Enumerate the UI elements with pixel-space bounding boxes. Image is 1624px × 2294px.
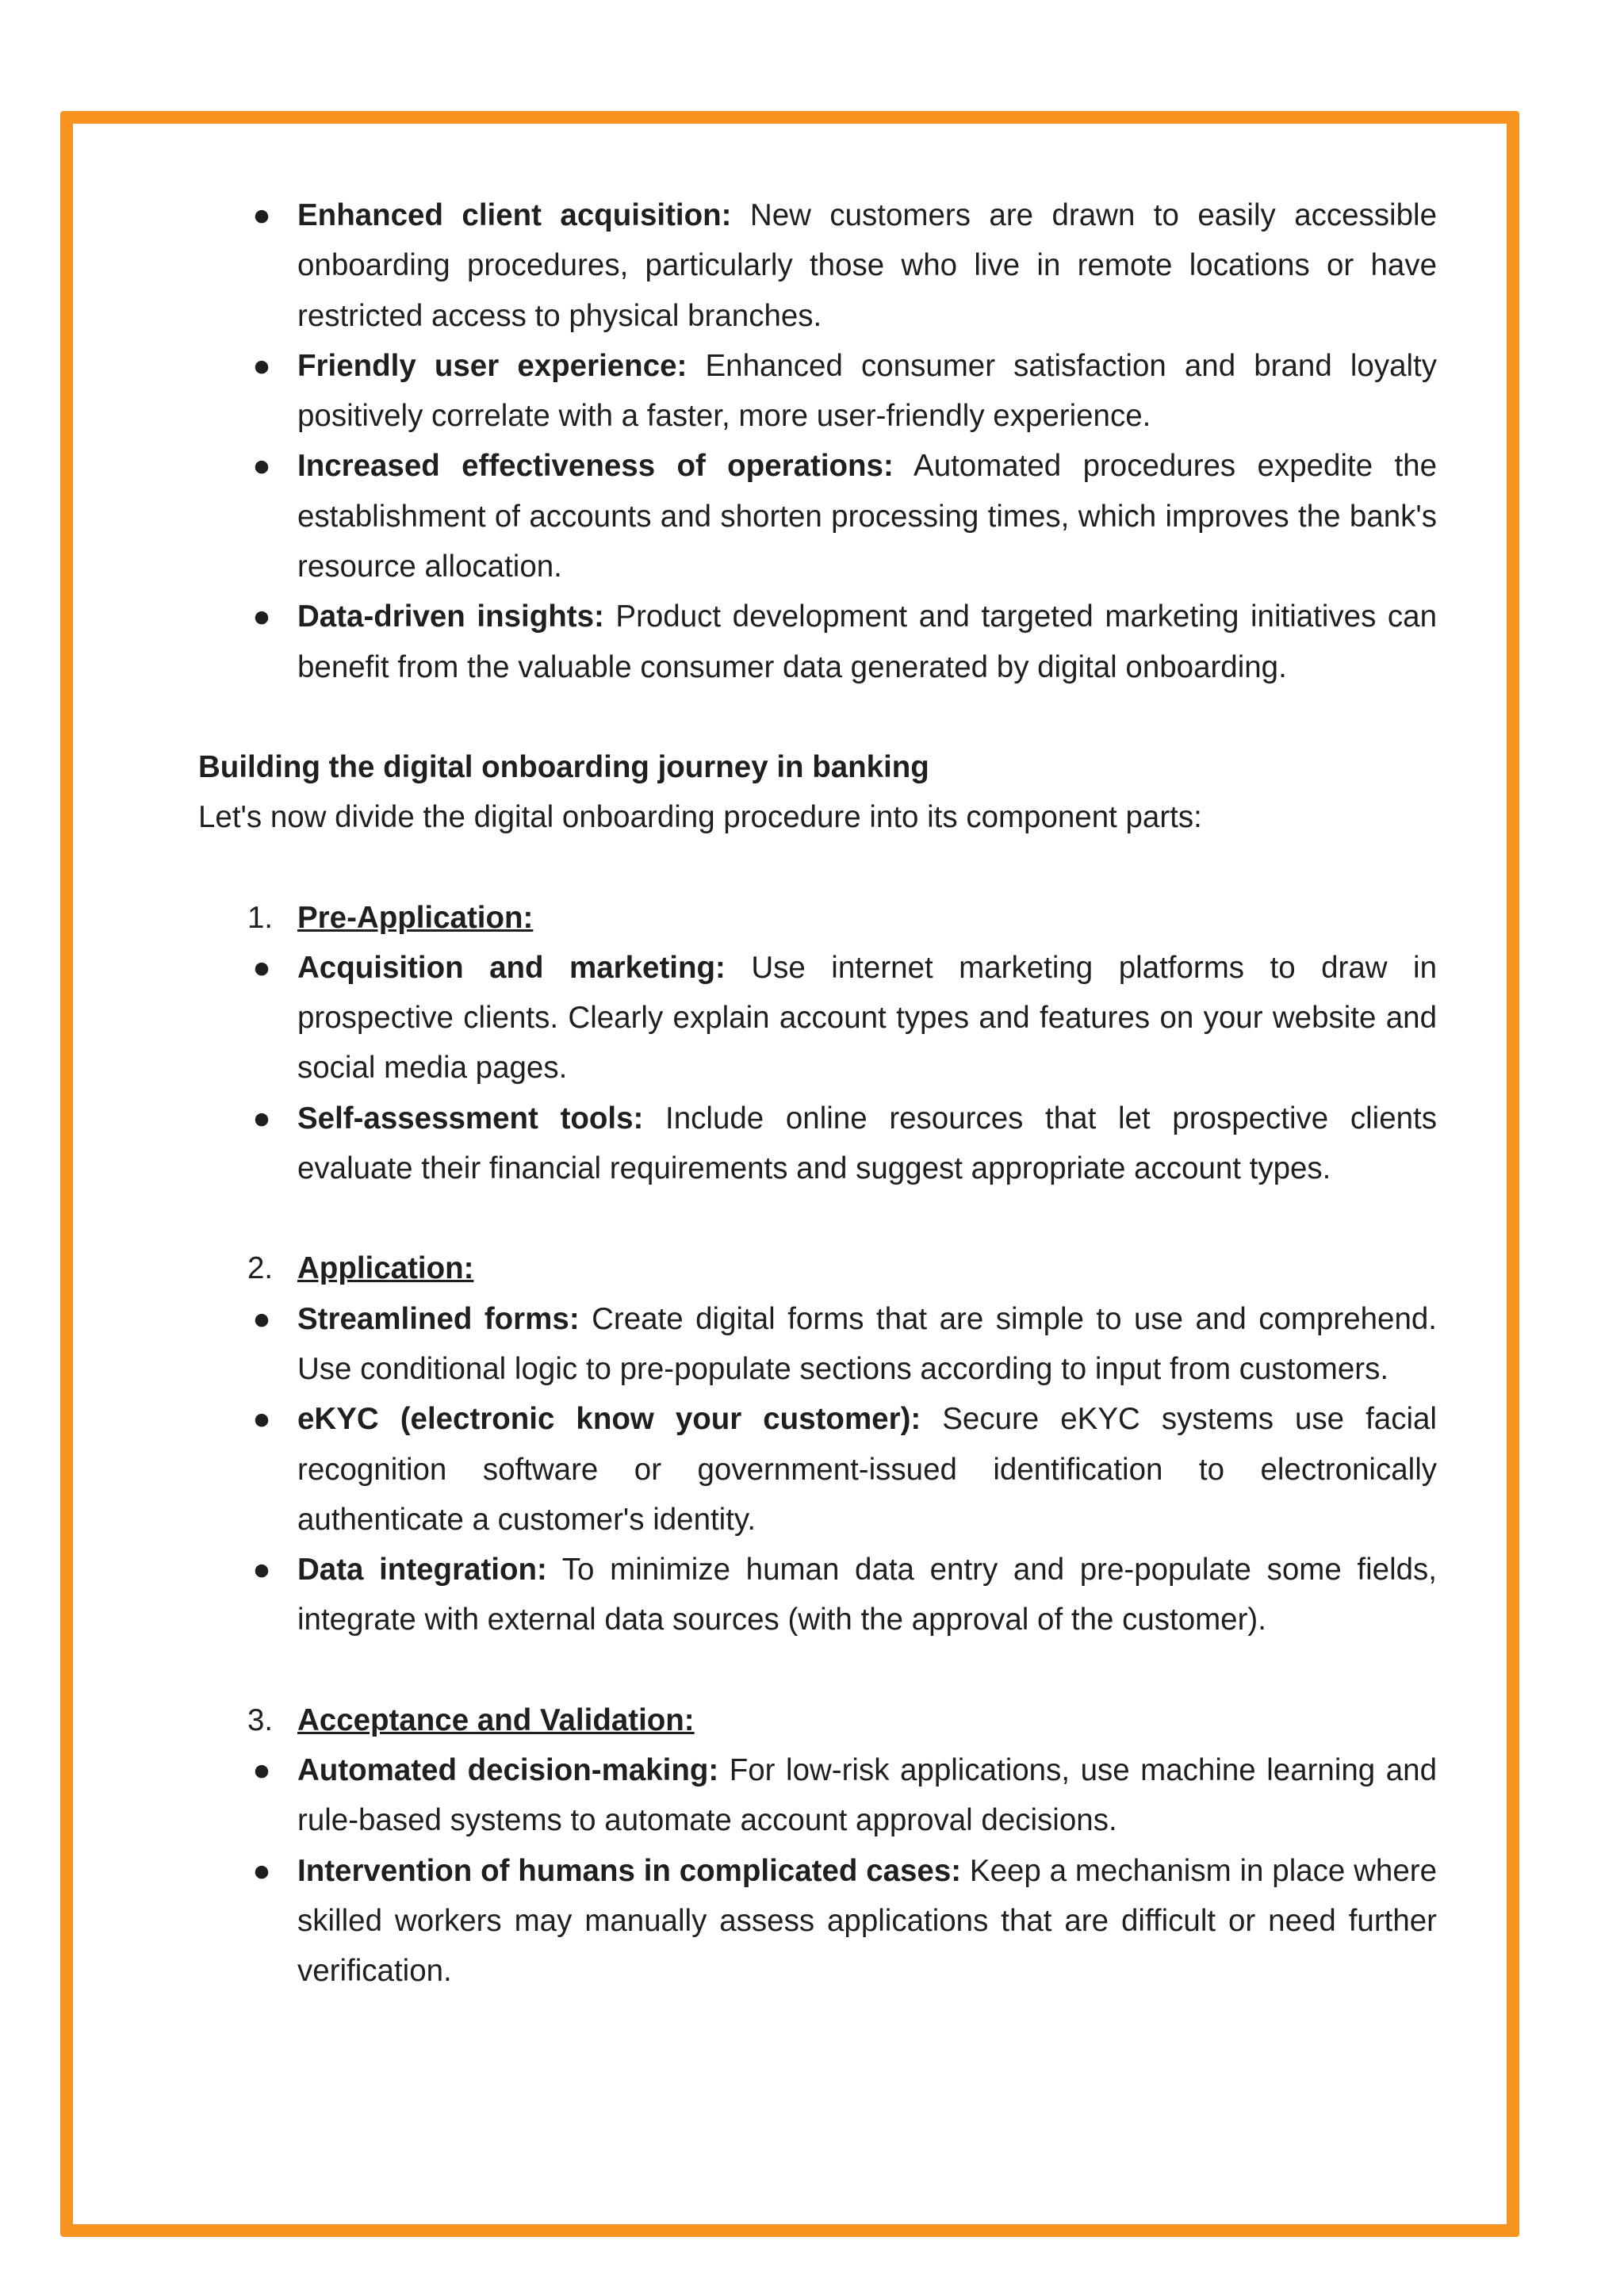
bullet-icon: ● bbox=[252, 599, 271, 634]
bullet-term: Streamlined forms: bbox=[297, 1301, 580, 1336]
list-item bbox=[198, 1394, 1437, 1545]
bullet-icon: ● bbox=[252, 1553, 271, 1587]
list-item bbox=[198, 943, 1437, 1093]
bullet-text: Automated procedures expedite the establishment of accounts and shorten processing times, which improves the bank's resource allocation. bbox=[297, 449, 1437, 584]
list-item bbox=[198, 341, 1437, 442]
bullet-icon: ● bbox=[252, 1101, 271, 1136]
bullet-text: Create digital forms that are simple to use and comprehend. Use conditional logic to pre-populate sections according to input from customers. bbox=[297, 1301, 1437, 1386]
step-application bbox=[198, 1243, 1437, 1645]
bullet-term: Acquisition and marketing: bbox=[297, 950, 726, 985]
bullet-icon: ● bbox=[252, 1753, 271, 1788]
step-pre-application bbox=[198, 893, 1437, 1194]
bullet-term: eKYC (electronic know your customer): bbox=[297, 1402, 921, 1437]
bullet-text: To minimize human data entry and pre-populate some fields, integrate with external data sources (with the approval of the customer). bbox=[297, 1553, 1437, 1637]
step-number: 2. bbox=[247, 1251, 274, 1286]
list-item bbox=[198, 1294, 1437, 1395]
step-header bbox=[198, 893, 1437, 943]
bullet-icon: ● bbox=[252, 1853, 271, 1888]
bullet-icon: ● bbox=[252, 950, 271, 985]
step-number: 1. bbox=[247, 900, 274, 935]
step-title: Pre-Application: bbox=[297, 900, 534, 935]
step-title: Application: bbox=[297, 1251, 474, 1286]
bullet-icon: ● bbox=[252, 449, 271, 484]
document-body bbox=[198, 190, 1437, 1997]
bullet-term: Enhanced client acquisition: bbox=[297, 198, 732, 232]
bullet-icon: ● bbox=[252, 348, 271, 383]
step-header bbox=[198, 1695, 1437, 1745]
bullet-text: For low-risk applications, use machine learning and rule-based systems to automate account approval decisions. bbox=[297, 1753, 1437, 1838]
list-item bbox=[198, 441, 1437, 592]
bullet-text: Enhanced consumer satisfaction and brand loyalty positively correlate with a faster, more user-friendly experience. bbox=[297, 348, 1437, 434]
bullet-icon: ● bbox=[252, 1402, 271, 1437]
bullet-term: Data-driven insights: bbox=[297, 599, 604, 634]
bullet-term: Increased effectiveness of operations: bbox=[297, 449, 894, 484]
bullet-text: New customers are drawn to easily accessible onboarding procedures, particularly those who live in remote locations or have restricted access to physical branches. bbox=[297, 198, 1437, 333]
bullet-term: Self-assessment tools: bbox=[297, 1101, 644, 1136]
bullet-text: Include online resources that let prospective clients evaluate their financial requirements and suggest appropriate account types. bbox=[297, 1101, 1437, 1186]
list-item bbox=[198, 592, 1437, 692]
section-intro: Let's now divide the digital onboarding procedure into its component parts: bbox=[198, 800, 1202, 835]
step-title: Acceptance and Validation: bbox=[297, 1702, 695, 1737]
bullet-term: Data integration: bbox=[297, 1553, 547, 1587]
bullet-term: Intervention of humans in complicated cases: bbox=[297, 1853, 962, 1888]
bullet-text: Use internet marketing platforms to draw in prospective clients. Clearly explain account types and features on your website and social media pages. bbox=[297, 950, 1437, 1086]
bullet-text: Keep a mechanism in place where skilled workers may manually assess applications that are difficult or need further verification. bbox=[297, 1853, 1437, 1989]
list-item bbox=[198, 1545, 1437, 1645]
bullet-text: Secure eKYC systems use facial recognition software or government-issued identification to electronically authenticate a customer's identity. bbox=[297, 1402, 1437, 1537]
intro-bullet-list bbox=[198, 190, 1437, 692]
bullet-icon: ● bbox=[252, 1301, 271, 1336]
bullet-icon: ● bbox=[252, 198, 271, 232]
section-heading: Building the digital onboarding journey in banking bbox=[198, 749, 929, 784]
list-item bbox=[198, 1745, 1437, 1846]
list-item bbox=[198, 1093, 1437, 1194]
step-header bbox=[198, 1243, 1437, 1293]
bullet-term: Automated decision-making: bbox=[297, 1753, 719, 1788]
bullet-term: Friendly user experience: bbox=[297, 348, 688, 383]
step-number: 3. bbox=[247, 1702, 274, 1737]
list-item bbox=[198, 1846, 1437, 1997]
bullet-text: Product development and targeted marketing initiatives can benefit from the valuable consumer data generated by digital onboarding. bbox=[297, 599, 1437, 684]
step-acceptance-validation bbox=[198, 1695, 1437, 1997]
list-item bbox=[198, 190, 1437, 341]
